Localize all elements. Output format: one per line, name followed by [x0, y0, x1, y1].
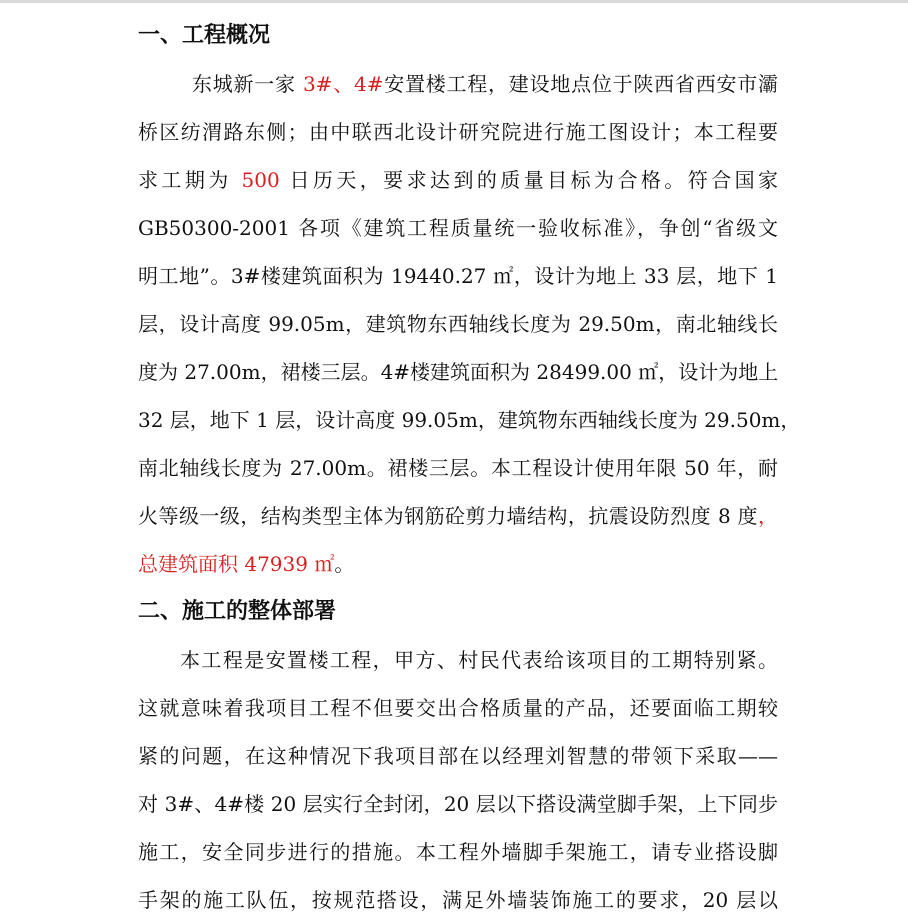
text-run: 层，设计高度 99.05m，建筑物东西轴线长度为 29.50m，南北轴线长	[138, 312, 778, 336]
highlighted-text: 总建筑面积 47939 ㎡	[138, 552, 335, 576]
text-line	[138, 108, 778, 156]
text-line	[138, 444, 778, 492]
text-line	[138, 348, 778, 396]
text-run: 32 层，地下 1 层，设计高度 99.05m，建筑物东西轴线长度为 29.50m，	[138, 408, 801, 432]
text-run: GB50300-2001 各项《建筑工程质量统一验收标准》，争创“省级文	[138, 216, 778, 240]
text-run: 桥区纺渭路东侧；由中联西北设计研究院进行施工图设计；本工程要	[138, 120, 778, 144]
text-line	[138, 636, 778, 684]
text-run: 本工程是安置楼工程，甲方、村民代表给该项目的工期特别紧。	[180, 648, 778, 672]
text-run: 明工地”。3#楼建筑面积为 19440.27 ㎡，设计为地上 33 层，地下 1	[138, 264, 778, 288]
text-run: 对 3#、4#楼 20 层实行全封闭，20 层以下搭设满堂脚手架，上下同步	[138, 792, 778, 816]
text-line	[138, 60, 778, 108]
highlighted-text: ，	[758, 504, 778, 528]
text-line	[138, 540, 778, 588]
text-line	[138, 732, 778, 780]
text-line	[138, 156, 778, 204]
text-line	[138, 780, 778, 828]
text-line	[138, 492, 778, 540]
text-line	[138, 252, 778, 300]
text-run: 手架的施工队伍，按规范搭设，满足外墙装饰施工的要求，20 层以	[138, 888, 778, 912]
text-run: 求工期为	[138, 168, 242, 192]
top-border	[0, 0, 908, 3]
section-2-heading: 二、施工的整体部署	[138, 599, 337, 624]
highlighted-text: 500	[241, 168, 280, 192]
text-line	[138, 828, 778, 876]
text-line	[138, 396, 801, 444]
text-run: 安置楼工程，建设地点位于陕西省西安市灞	[383, 72, 778, 96]
text-run: 日历天，要求达到的质量目标为合格。符合国家	[279, 168, 779, 192]
text-line	[138, 300, 778, 348]
text-run: 。	[334, 552, 355, 576]
section-2-paragraph	[138, 636, 778, 924]
text-line	[138, 876, 778, 924]
text-run: 南北轴线长度为 27.00m。裙楼三层。本工程设计使用年限 50 年，耐	[138, 456, 778, 480]
text-run: 这就意味着我项目工程不但要交出合格质量的产品，还要面临工期较	[138, 696, 778, 720]
text-line	[138, 684, 778, 732]
section-1-paragraph	[138, 60, 801, 588]
text-run: 紧的问题，在这种情况下我项目部在以经理刘智慧的带领下采取——	[138, 744, 778, 768]
highlighted-text: 3#、4#	[302, 72, 384, 96]
text-run: 东城新一家	[192, 72, 303, 96]
text-run: 度为 27.00m，裙楼三层。4#楼建筑面积为 28499.00 ㎡，设计为地上	[138, 360, 779, 384]
text-run: 火等级一级，结构类型主体为钢筋砼剪力墙结构，抗震设防烈度 8 度	[138, 504, 758, 528]
document-page	[138, 12, 801, 924]
text-run: 施工，安全同步进行的措施。本工程外墙脚手架施工，请专业搭设脚	[138, 840, 778, 864]
section-1-heading: 一、工程概况	[138, 23, 271, 48]
text-line	[138, 204, 778, 252]
